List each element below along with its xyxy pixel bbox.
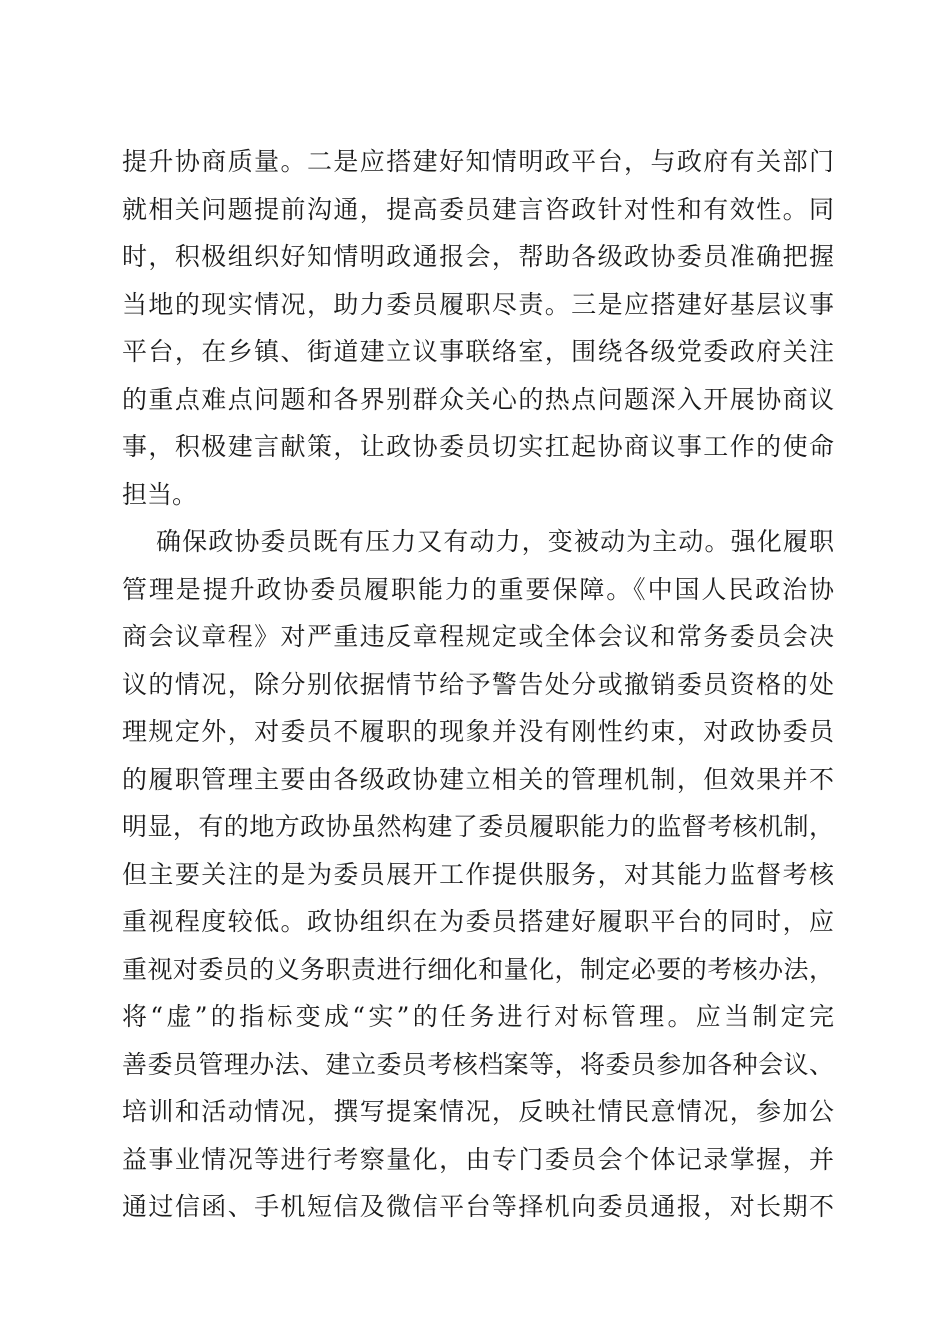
- paragraph-2-line-2: 管理是提升政协委员履职能力的重要保障。《中国人民政治协: [122, 574, 834, 604]
- paragraph-2-line-4: 议的情况，除分别依据情节给予警告处分或撤销委员资格的处: [122, 669, 834, 699]
- paragraph-2-line-8: 但主要关注的是为委员展开工作提供服务，对其能力监督考核: [122, 859, 834, 889]
- paragraph-2-line-12: 善委员管理办法、建立委员考核档案等，将委员参加各种会议、: [122, 1049, 834, 1079]
- paragraph-1-line-5: 平台，在乡镇、街道建立议事联络室，围绕各级党委政府关注: [122, 337, 834, 366]
- paragraph-2-line-6: 的履职管理主要由各级政协建立相关的管理机制，但效果并不: [122, 764, 834, 794]
- paragraph-2-line-9: 重视程度较低。政协组织在为委员搭建好履职平台的同时，应: [122, 907, 834, 936]
- paragraph-2-line-13: 培训和活动情况，撰写提案情况，反映社情民意情况，参加公: [122, 1097, 834, 1126]
- paragraph-2-line-11: 将“虚”的指标变成“实”的任务进行对标管理。应当制定完: [122, 1002, 834, 1031]
- paragraph-2-line-1: 确保政协委员既有压力又有动力，变被动为主动。强化履职: [156, 527, 834, 556]
- paragraph-1-line-1: 提升协商质量。二是应搭建好知情明政平台，与政府有关部门: [122, 147, 834, 176]
- paragraph-1-line-6: 的重点难点问题和各界别群众关心的热点问题深入开展协商议: [122, 384, 834, 414]
- paragraph-2-line-3: 商会议章程》对严重违反章程规定或全体会议和常务委员会决: [122, 622, 834, 651]
- paragraph-1-line-3: 时，积极组织好知情明政通报会，帮助各级政协委员准确把握: [122, 242, 834, 271]
- paragraph-1-line-7: 事，积极建言献策，让政协委员切实扛起协商议事工作的使命: [122, 432, 834, 461]
- paragraph-1-line-8: 担当。: [122, 479, 198, 509]
- paragraph-2-line-14: 益事业情况等进行考察量化，由专门委员会个体记录掌握，并: [122, 1144, 834, 1174]
- paragraph-2-line-5: 理规定外，对委员不履职的现象并没有刚性约束，对政协委员: [122, 717, 834, 746]
- paragraph-2-line-7: 明显，有的地方政协虽然构建了委员履职能力的监督考核机制，: [122, 812, 834, 841]
- paragraph-2-line-10: 重视对委员的义务职责进行细化和量化，制定必要的考核办法，: [122, 954, 834, 984]
- body-text: [122, 138, 834, 1231]
- paragraph-2-line-15: 通过信函、手机短信及微信平台等择机向委员通报，对长期不: [122, 1192, 834, 1221]
- paragraph-1-line-2: 就相关问题提前沟通，提高委员建言咨政针对性和有效性。同: [122, 194, 834, 224]
- paragraph-1-line-4: 当地的现实情况，助力委员履职尽责。三是应搭建好基层议事: [122, 289, 834, 319]
